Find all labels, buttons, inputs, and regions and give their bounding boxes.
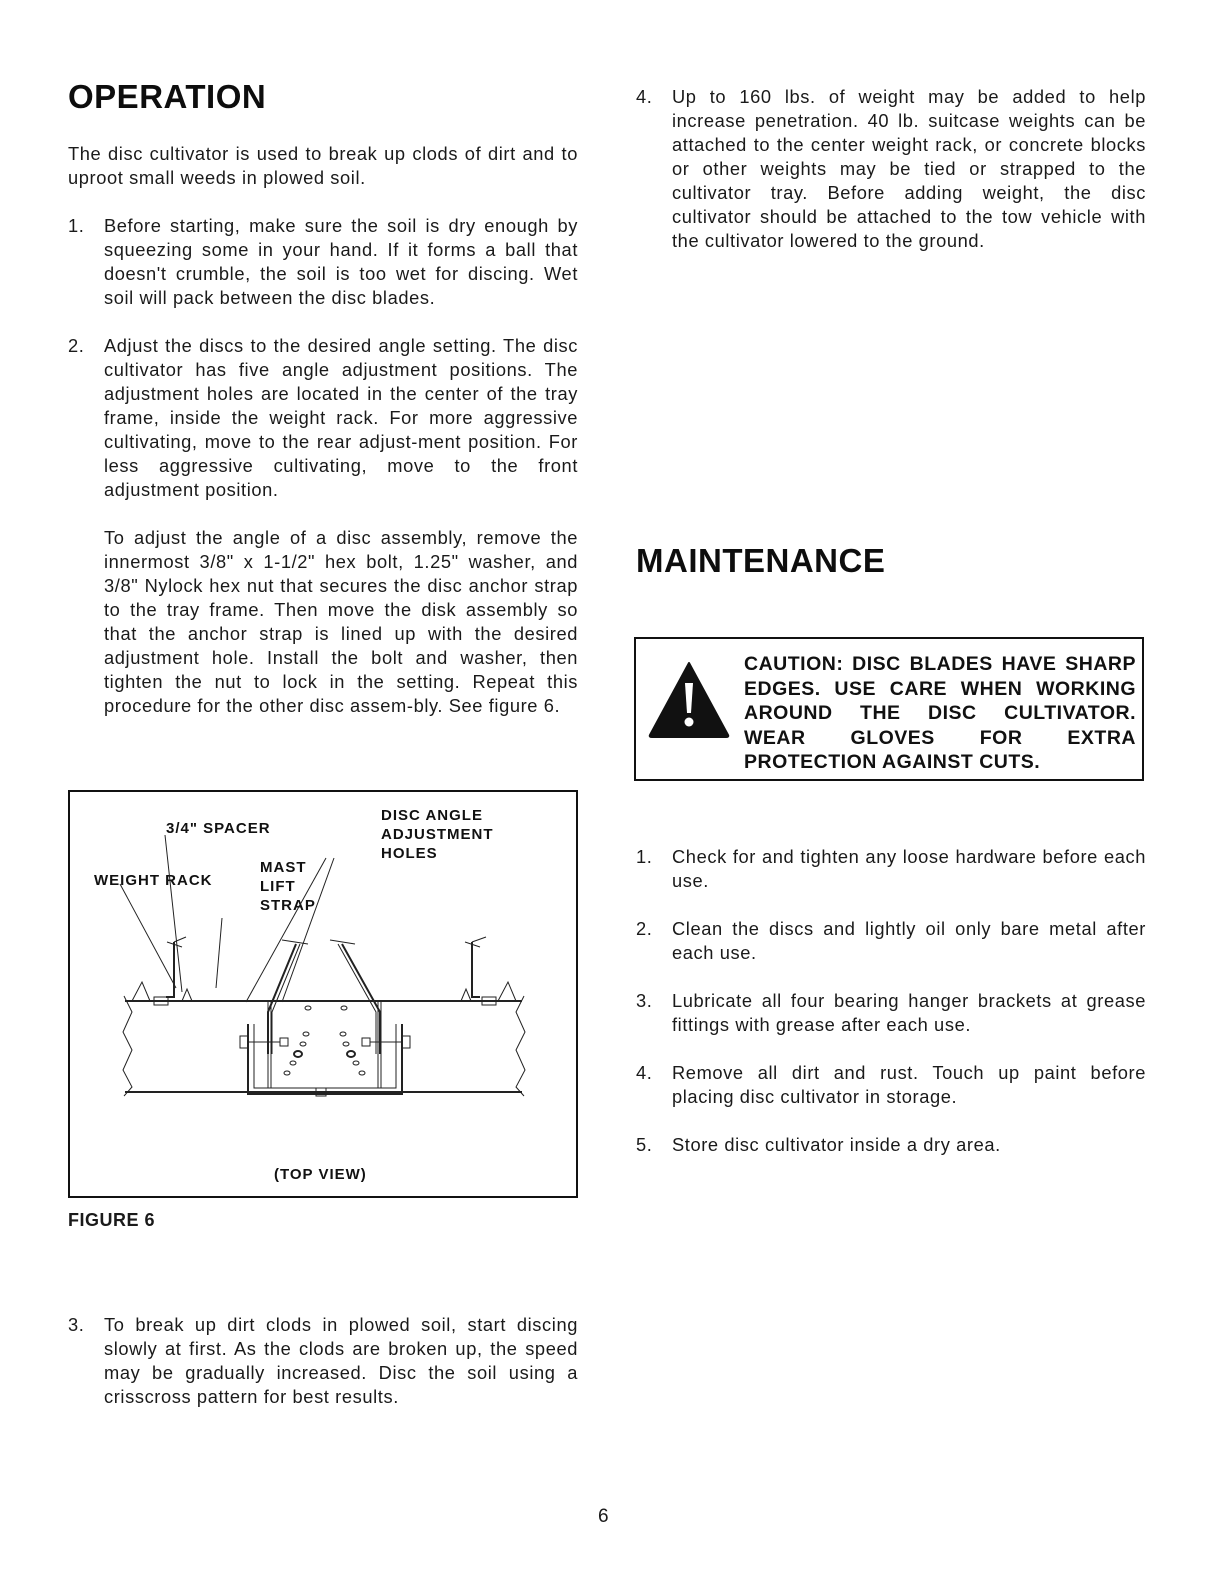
cultivator-top-view-diagram [70, 792, 576, 1196]
step-text: Remove all dirt and rust. Touch up paint before placing disc cultivator in storage. [672, 1062, 1146, 1107]
step-number: 4. [636, 86, 653, 107]
figure-6 [68, 790, 578, 1198]
label-mast: MAST [260, 859, 307, 876]
operation-heading: OPERATION [68, 78, 267, 115]
label-strap: STRAP [260, 897, 316, 914]
step-number: 3. [636, 990, 653, 1011]
label-spacer: 3/4" SPACER [166, 820, 271, 837]
step-text: Lubricate all four bearing hanger brackets at grease fittings with grease after each use. [672, 990, 1146, 1035]
label-weight-rack: WEIGHT RACK [94, 872, 213, 889]
label-holes: HOLES [381, 845, 438, 862]
top-view-label: (TOP VIEW) [274, 1166, 367, 1183]
label-lift: LIFT [260, 878, 296, 895]
step-text: Adjust the discs to the desired angle setting. The disc cultivator has five angle adjustment positions. The adjustment holes are located in the center of the tray frame, inside the weight rack. For more aggressive cultivating, move to the rear adjust-ment position. For less aggressive cultivating, move to the front adjustment position. [104, 335, 578, 500]
step-text: To break up dirt clods in plowed soil, start discing slowly at first. As the clods are broken up, the speed may be gradually increased. Disc the soil using a crisscross pattern for best results. [104, 1314, 578, 1407]
figure-caption: FIGURE 6 [68, 1210, 156, 1230]
step-text: Check for and tighten any loose hardware before each use. [672, 846, 1146, 891]
caution-box [634, 637, 1144, 781]
label-disc-angle: DISC ANGLE [381, 807, 483, 824]
step-text: Clean the discs and lightly oil only bare metal after each use. [672, 918, 1146, 963]
step-text-continued: To adjust the angle of a disc assembly, remove the innermost 3/8" x 1-1/2" hex bolt, 1.25" washer, and 3/8" Nylock hex nut that secures the disc anchor strap to the tray frame. Then move the disk assembly so that the anchor strap is lined up with the desired adjustment hole. Install the bolt and washer, then tighten the nut to lock in the setting. Repeat this procedure for the other disc assem-bly. See figure 6. [104, 527, 578, 716]
step-number: 2. [636, 918, 653, 939]
caution-text: CAUTION: DISC BLADES HAVE SHARP EDGES. USE CARE WHEN WORKING AROUND THE DISC CULTIVATOR. WEAR GLOVES FOR EXTRA PROTECTION AGAINST CUTS. [744, 653, 1136, 773]
step-number: 1. [636, 846, 653, 867]
step-number: 4. [636, 1062, 653, 1083]
operation-intro: The disc cultivator is used to break up clods of dirt and to uproot small weeds in plowed soil. [68, 143, 578, 188]
maintenance-heading: MAINTENANCE [636, 542, 886, 579]
step-number: 5. [636, 1134, 653, 1155]
label-adjustment: ADJUSTMENT [381, 826, 494, 843]
page-number: 6 [598, 1506, 609, 1527]
warning-triangle-icon [648, 661, 730, 739]
step-text: Before starting, make sure the soil is dry enough by squeezing some in your hand. If it forms a ball that doesn't crumble, the soil is too wet for discing. Wet soil will pack between the disc blades. [104, 215, 578, 308]
step-number: 2. [68, 335, 85, 356]
step-number: 1. [68, 215, 85, 236]
step-text: Store disc cultivator inside a dry area. [672, 1134, 1001, 1155]
step-text: Up to 160 lbs. of weight may be added to help increase penetration. 40 lb. suitcase weights can be attached to the center weight rack, or concrete blocks or other weights may be tied or strapped to the cultivator tray. Before adding weight, the disc cultivator should be attached to the tow vehicle with the cultivator lowered to the ground. [672, 86, 1146, 251]
step-number: 3. [68, 1314, 85, 1335]
